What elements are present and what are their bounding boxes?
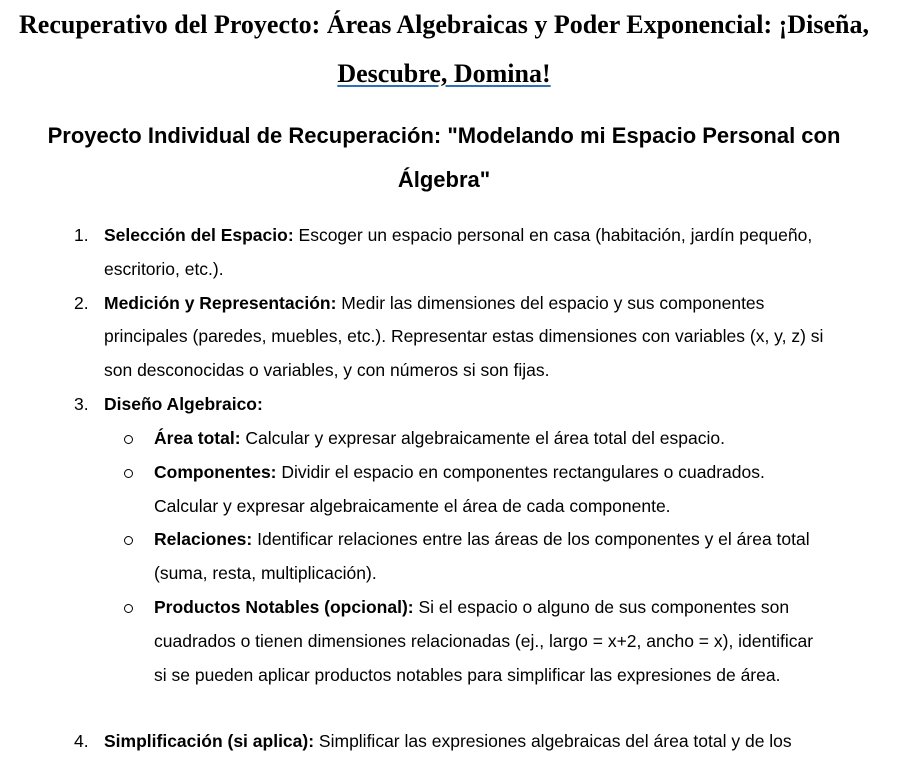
- subitem-label: Área total:: [154, 428, 241, 448]
- subitem-text: Identificar relaciones entre las áreas de los componentes y el área total (suma, resta, multiplicación).: [154, 529, 810, 584]
- sublist-item: [104, 591, 826, 692]
- title-underlined-text: Descubre, Domina!: [337, 59, 551, 88]
- document-title: [0, 0, 888, 98]
- item-text: Medir las dimensiones del espacio y sus componentes principales (paredes, muebles, etc.). Representar estas dimensiones con variables (x, y, z) si son desconocidas o variables, y con números si son fijas.: [104, 292, 824, 381]
- item-number: 1.: [74, 225, 89, 245]
- subitem-label: Componentes:: [154, 461, 277, 482]
- steps-list-continued: [0, 725, 910, 759]
- sublist-item: [104, 422, 826, 456]
- design-sublist: [0, 422, 910, 692]
- list-item: [0, 388, 826, 422]
- item-label: Simplificación (si aplica):: [104, 731, 315, 751]
- list-item: [0, 725, 826, 759]
- item-label: Selección del Espacio:: [104, 225, 294, 245]
- subitem-text: Si el espacio o alguno de sus componentes son cuadrados o tienen dimensiones relacionadas (ej., largo = x+2, ancho = x), identificar si se pueden aplicar productos notables para simplificar las expresiones de área.: [154, 596, 814, 685]
- hollow-bullet-icon: [124, 435, 133, 444]
- item-text: Simplificar las expresiones algebraicas del área total y de los: [314, 731, 792, 751]
- subitem-label: Relaciones:: [154, 529, 253, 550]
- item-label: Diseño Algebraico:: [104, 393, 263, 414]
- sublist-item: [104, 523, 826, 591]
- sublist-item: [104, 456, 826, 524]
- hollow-bullet-icon: [124, 536, 133, 545]
- item-label: Medición y Representación:: [104, 292, 337, 313]
- list-item: [0, 287, 826, 388]
- steps-list: [0, 219, 910, 422]
- subitem-label: Productos Notables (opcional):: [154, 596, 414, 617]
- subitem-text: Dividir el espacio en componentes rectangulares o cuadrados. Calcular y expresar algebraicamente el área de cada componente.: [154, 461, 765, 516]
- list-item: [0, 219, 826, 287]
- item-number: 3.: [74, 393, 89, 414]
- item-text: Escoger un espacio personal en casa (habitación, jardín pequeño, escritorio, etc.).: [104, 225, 813, 279]
- item-number: 2.: [74, 292, 89, 313]
- subitem-text: Calcular y expresar algebraicamente el área total del espacio.: [240, 428, 725, 448]
- hollow-bullet-icon: [124, 604, 133, 613]
- title-text: Recuperativo del Proyecto: Áreas Algebraicas y Poder Exponencial: ¡Diseña,: [19, 10, 869, 39]
- project-subtitle: Proyecto Individual de Recuperación: "Modelando mi Espacio Personal con Álgebra": [47, 123, 841, 192]
- item-number: 4.: [74, 731, 89, 751]
- hollow-bullet-icon: [124, 469, 133, 478]
